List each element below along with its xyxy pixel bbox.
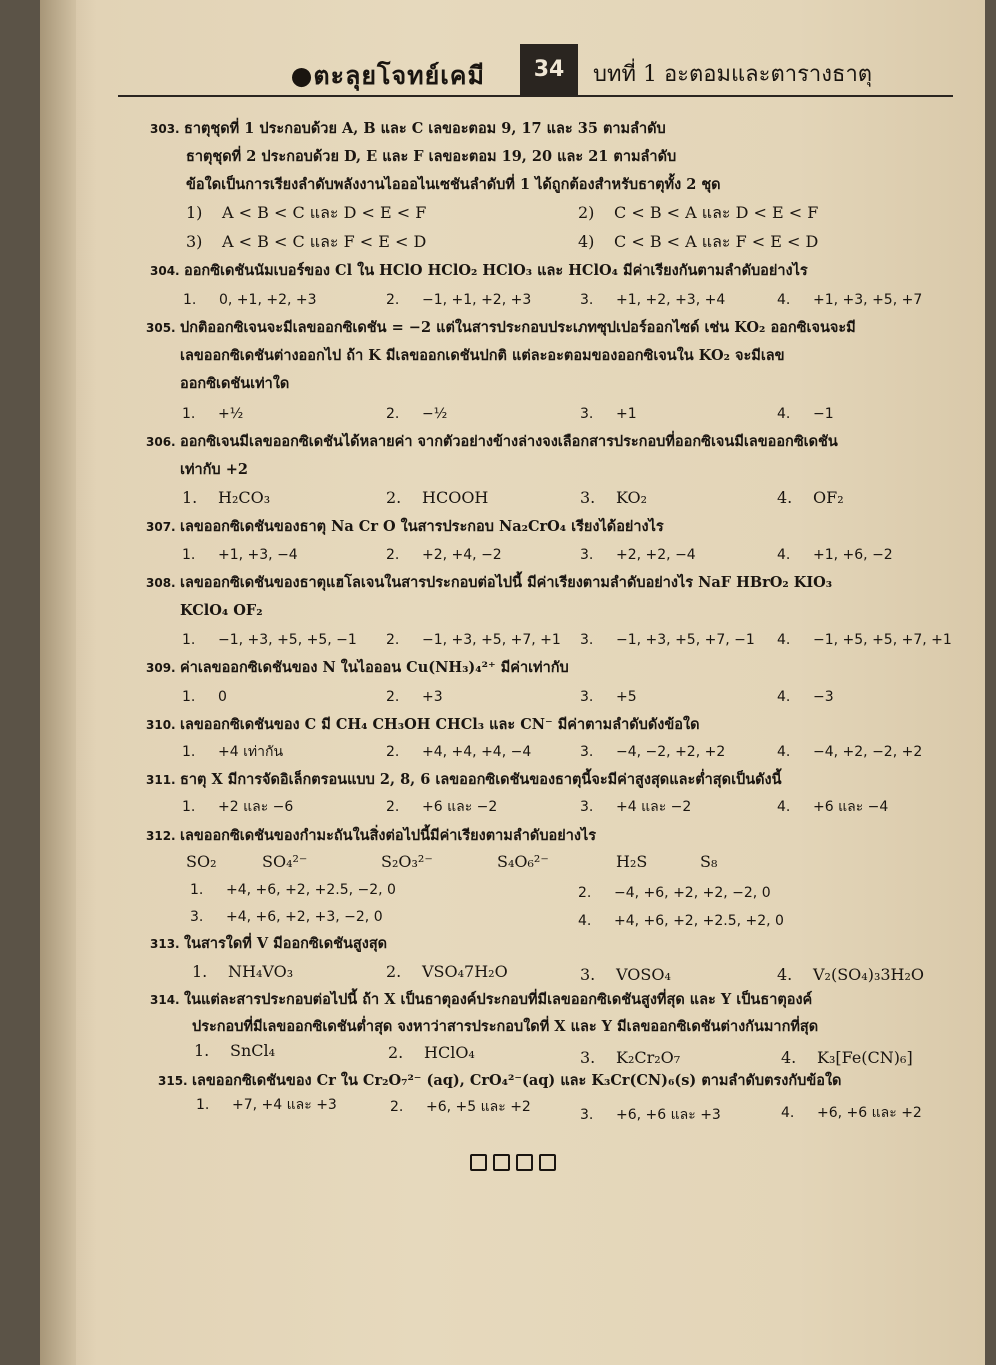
choice-306-3: 3. KO₂	[580, 488, 648, 507]
choice-303-4: 4) C < B < A และ F < E < D	[578, 232, 819, 251]
choice-305-1: 1. +½	[182, 406, 244, 422]
choice-308-4: 4. −1, +5, +5, +7, +1	[777, 632, 952, 648]
question-308-line-2: KClO₄ OF₂	[180, 602, 263, 619]
header-rule	[118, 95, 953, 97]
choice-304-4: 4. +1, +3, +5, +7	[777, 292, 923, 308]
choice-308-3: 3. −1, +3, +5, +7, −1	[580, 632, 755, 648]
choice-312-3: 3. +4, +6, +2, +3, −2, 0	[190, 909, 383, 925]
choice-314-4: 4. K₃[Fe(CN)₆]	[781, 1048, 913, 1067]
choice-304-1: 1. 0, +1, +2, +3	[183, 292, 317, 308]
square-mark-icon	[470, 1154, 487, 1171]
choice-306-2: 2. HCOOH	[386, 488, 489, 507]
choice-313-2: 2. VSO₄7H₂O	[386, 962, 508, 981]
question-304: 304. ออกซิเดชันนัมเบอร์ของ Cl ใน HClO HClO₂ HClO₃ และ HClO₄ มีค่าเรียงกันตามลำดับอย่างไร	[150, 262, 808, 279]
choice-303-2: 2) C < B < A และ D < E < F	[578, 203, 819, 222]
chapter-title: บทที่ 1 อะตอมและตารางธาตุ	[593, 62, 873, 87]
choice-307-1: 1. +1, +3, −4	[182, 547, 298, 563]
choice-304-3: 3. +1, +2, +3, +4	[580, 292, 726, 308]
question-306-line-2: เท่ากับ +2	[180, 461, 248, 478]
choice-312-1: 1. +4, +6, +2, +2.5, −2, 0	[190, 882, 396, 898]
choice-315-2: 2. +6, +5 และ +2	[390, 1099, 531, 1115]
choice-307-2: 2. +2, +4, −2	[386, 547, 502, 563]
species-312-5: H₂S	[616, 852, 648, 871]
choice-312-2: 2. −4, +6, +2, +2, −2, 0	[578, 885, 771, 901]
choice-313-1: 1. NH₄VO₃	[192, 962, 294, 981]
choice-308-1: 1. −1, +3, +5, +5, −1	[182, 632, 357, 648]
species-312-3: S₂O₃²⁻	[381, 852, 433, 871]
species-312-4: S₄O₆²⁻	[497, 852, 549, 871]
choice-307-3: 3. +2, +2, −4	[580, 547, 696, 563]
question-303-line-3: ข้อใดเป็นการเรียงลำดับพลังงานไอออไนเซชันลำดับที่ 1 ได้ถูกต้องสำหรับธาตุทั้ง 2 ชุด	[186, 176, 721, 193]
choice-310-2: 2. +4, +4, +4, −4	[386, 744, 532, 760]
question-303-line-2: ธาตุชุดที่ 2 ประกอบด้วย D, E และ F เลขอะตอม 19, 20 และ 21 ตามลำดับ	[186, 148, 677, 165]
choice-314-2: 2. HClO₄	[388, 1043, 475, 1062]
question-303-line-1: 303. ธาตุชุดที่ 1 ประกอบด้วย A, B และ C เลขอะตอม 9, 17 และ 35 ตามลำดับ	[150, 120, 666, 137]
question-305-line-3: ออกซิเดชันเท่าใด	[180, 375, 290, 392]
choice-315-4: 4. +6, +6 และ +2	[781, 1105, 922, 1121]
question-314-line-1: 314. ในแต่ละสารประกอบต่อไปนี้ ถ้า X เป็นธาตุองค์ประกอบที่มีเลขออกซิเดชันสูงที่สุด และ Y เป็นธาตุองค์	[150, 991, 813, 1008]
choice-311-4: 4. +6 และ −4	[777, 799, 889, 815]
choice-304-2: 2. −1, +1, +2, +3	[386, 292, 532, 308]
choice-306-4: 4. OF₂	[777, 488, 844, 507]
question-306-line-1: 306. ออกซิเจนมีเลขออกซิเดชันได้หลายค่า จากตัวอย่างข้างล่างจงเลือกสารประกอบที่ออกซิเจนมีเลขออกซิเดชัน	[146, 433, 838, 450]
choice-314-3: 3. K₂Cr₂O₇	[580, 1048, 681, 1067]
square-mark-icon	[539, 1154, 556, 1171]
choice-311-1: 1. +2 และ −6	[182, 799, 294, 815]
choice-310-4: 4. −4, +2, −2, +2	[777, 744, 923, 760]
choice-309-4: 4. −3	[777, 689, 834, 705]
species-312-2: SO₄²⁻	[262, 852, 308, 871]
choice-315-1: 1. +7, +4 และ +3	[196, 1097, 337, 1113]
choice-307-4: 4. +1, +6, −2	[777, 547, 893, 563]
choice-310-1: 1. +4 เท่ากัน	[182, 744, 284, 760]
question-311: 311. ธาตุ X มีการจัดอิเล็กตรอนแบบ 2, 8, 6 เลขออกซิเดชันของธาตุนี้จะมีค่าสูงสุดและต่ำสุดเป็นดังนี้	[146, 771, 782, 788]
question-315: 315. เลขออกซิเดชันของ Cr ใน Cr₂O₇²⁻ (aq), CrO₄²⁻(aq) และ K₃Cr(CN)₆(s) ตามลำดับตรงกับข้อใด	[158, 1072, 842, 1089]
square-mark-icon	[516, 1154, 533, 1171]
choice-311-2: 2. +6 และ −2	[386, 799, 498, 815]
choice-303-1: 1) A < B < C และ D < E < F	[186, 203, 427, 222]
choice-311-3: 3. +4 และ −2	[580, 799, 692, 815]
square-mark-icon	[493, 1154, 510, 1171]
question-309: 309. ค่าเลขออกซิเดชันของ N ในไอออน Cu(NH₃)₄²⁺ มีค่าเท่ากับ	[146, 659, 569, 676]
choice-305-4: 4. −1	[777, 406, 834, 422]
choice-309-1: 1. 0	[182, 689, 227, 705]
choice-313-3: 3. VOSO₄	[580, 965, 671, 984]
question-305-line-1: 305. ปกติออกซิเจนจะมีเลขออกซิเดชัน = −2 แต่ในสารประกอบประเภทซุปเปอร์ออกไซด์ เช่น KO₂ ออกซิเจนจะมี	[146, 319, 856, 336]
choice-309-3: 3. +5	[580, 689, 637, 705]
book-title: ●ตะลุยโจทย์เคมี	[290, 61, 485, 90]
question-305-line-2: เลขออกซิเดชันต่างออกไป ถ้า K มีเลขออกเดชันปกติ แต่ละอะตอมของออกซิเจนใน KO₂ จะมีเลข	[180, 347, 785, 364]
page-binding-edge	[40, 0, 76, 1365]
species-312-6: S₈	[700, 852, 718, 871]
choice-306-1: 1. H₂CO₃	[182, 488, 271, 507]
choice-313-4: 4. V₂(SO₄)₃3H₂O	[777, 965, 925, 984]
question-312: 312. เลขออกซิเดชันของกำมะถันในสิ่งต่อไปนี้มีค่าเรียงตามลำดับอย่างไร	[146, 827, 597, 844]
question-313: 313. ในสารใดที่ V มีออกซิเดชันสูงสุด	[150, 935, 388, 952]
page-header	[115, 44, 955, 96]
end-of-page-marks	[470, 1154, 556, 1171]
choice-312-4: 4. +4, +6, +2, +2.5, +2, 0	[578, 913, 784, 929]
choice-315-3: 3. +6, +6 และ +3	[580, 1107, 721, 1123]
choice-303-3: 3) A < B < C และ F < E < D	[186, 232, 427, 251]
choice-314-1: 1. SnCl₄	[194, 1041, 276, 1060]
choice-305-2: 2. −½	[386, 406, 448, 422]
question-310: 310. เลขออกซิเดชันของ C มี CH₄ CH₃OH CHCl₃ และ CN⁻ มีค่าตามลำดับดังข้อใด	[146, 716, 700, 733]
question-307: 307. เลขออกซิเดชันของธาตุ Na Cr O ในสารประกอบ Na₂CrO₄ เรียงได้อย่างไร	[146, 518, 664, 535]
page-number: 34	[520, 44, 578, 96]
species-312-1: SO₂	[186, 852, 217, 871]
choice-310-3: 3. −4, −2, +2, +2	[580, 744, 726, 760]
choice-308-2: 2. −1, +3, +5, +7, +1	[386, 632, 561, 648]
choice-305-3: 3. +1	[580, 406, 637, 422]
question-308-line-1: 308. เลขออกซิเดชันของธาตุแฮโลเจนในสารประกอบต่อไปนี้ มีค่าเรียงตามลำดับอย่างไร NaF HBrO₂ KIO₃	[146, 574, 833, 591]
question-314-line-2: ประกอบที่มีเลขออกซิเดชันต่ำสุด จงหาว่าสารประกอบใดที่ X และ Y มีเลขออกซิเดชันต่างกันมากที่สุด	[192, 1018, 819, 1035]
choice-309-2: 2. +3	[386, 689, 443, 705]
